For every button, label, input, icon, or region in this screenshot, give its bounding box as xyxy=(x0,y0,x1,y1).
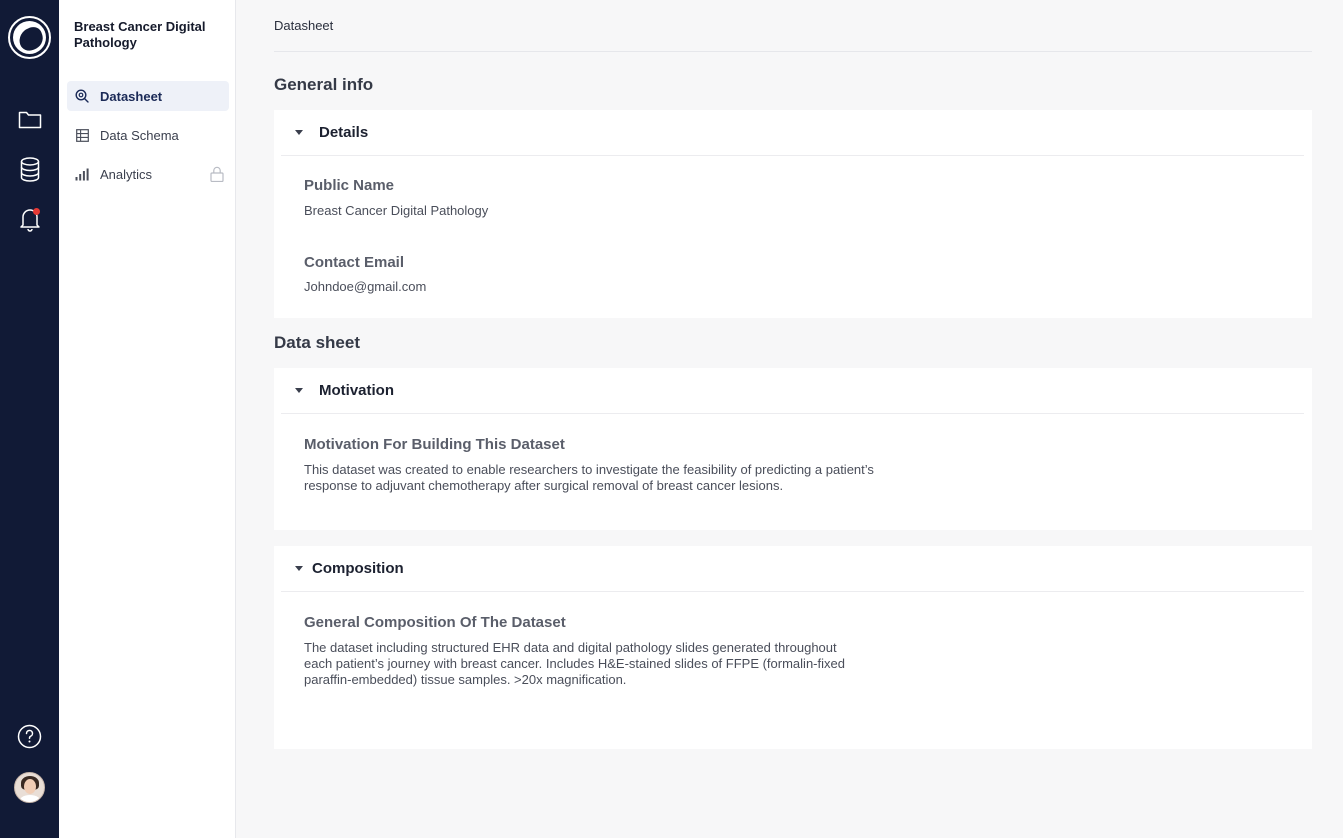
public-name-label: Public Name xyxy=(304,177,395,194)
bar-chart-icon xyxy=(75,167,89,181)
lock-icon xyxy=(210,166,224,185)
composition-title: Composition xyxy=(312,560,404,577)
breadcrumb: Datasheet xyxy=(274,18,334,33)
avatar[interactable] xyxy=(14,772,45,803)
motivation-card xyxy=(274,368,1312,530)
caret-down-icon xyxy=(295,566,303,571)
contact-email-label: Contact Email xyxy=(304,254,405,271)
general-info-heading: General info xyxy=(274,75,374,94)
composition-text-line: each patient’s journey with breast cancer. Includes H&E-stained slides of FFPE (formalin-fixed xyxy=(304,656,845,671)
icon-rail xyxy=(0,0,59,838)
details-title: Details xyxy=(319,124,369,141)
motivation-field-label: Motivation For Building This Dataset xyxy=(304,436,565,453)
datasheet-icon xyxy=(75,89,89,103)
folder-icon[interactable] xyxy=(17,106,42,131)
sidebar xyxy=(59,0,236,838)
details-card xyxy=(274,110,1312,318)
motivation-text-line: response to adjuvant chemotherapy after surgical removal of breast cancer lesions. xyxy=(304,478,784,493)
breadcrumb-divider xyxy=(274,51,1312,52)
composition-field-label: General Composition Of The Dataset xyxy=(304,614,566,631)
sidebar-item-label: Analytics xyxy=(100,166,153,182)
details-header[interactable] xyxy=(281,110,1304,156)
composition-header[interactable] xyxy=(281,546,1304,592)
logo-icon[interactable] xyxy=(8,16,51,59)
public-name-value: Breast Cancer Digital Pathology xyxy=(304,203,489,218)
database-icon[interactable] xyxy=(17,157,42,182)
caret-down-icon xyxy=(295,388,303,393)
motivation-text-line: This dataset was created to enable researchers to investigate the feasibility of predicting a patient’s xyxy=(304,462,874,477)
composition-text-line: paraffin-embedded) tissue samples. >20x magnification. xyxy=(304,672,627,687)
bell-icon[interactable] xyxy=(17,207,42,232)
motivation-header[interactable] xyxy=(281,368,1304,414)
data-sheet-heading: Data sheet xyxy=(274,333,360,352)
contact-email-value: Johndoe@gmail.com xyxy=(304,279,427,294)
motivation-title: Motivation xyxy=(319,382,394,399)
sidebar-item-data-schema[interactable] xyxy=(67,120,229,150)
help-icon[interactable] xyxy=(17,724,42,749)
caret-down-icon xyxy=(295,130,303,135)
composition-card xyxy=(274,546,1312,749)
table-icon xyxy=(75,128,89,142)
composition-text-line: The dataset including structured EHR data and digital pathology slides generated throughout xyxy=(304,640,837,655)
sidebar-item-datasheet[interactable] xyxy=(67,81,229,111)
sidebar-item-label: Data Schema xyxy=(100,127,179,143)
main-content xyxy=(236,0,1343,838)
notification-dot xyxy=(33,208,40,215)
sidebar-item-analytics[interactable] xyxy=(67,159,229,189)
sidebar-item-label: Datasheet xyxy=(100,88,163,104)
dataset-title: Breast Cancer Digital Pathology xyxy=(74,19,206,50)
